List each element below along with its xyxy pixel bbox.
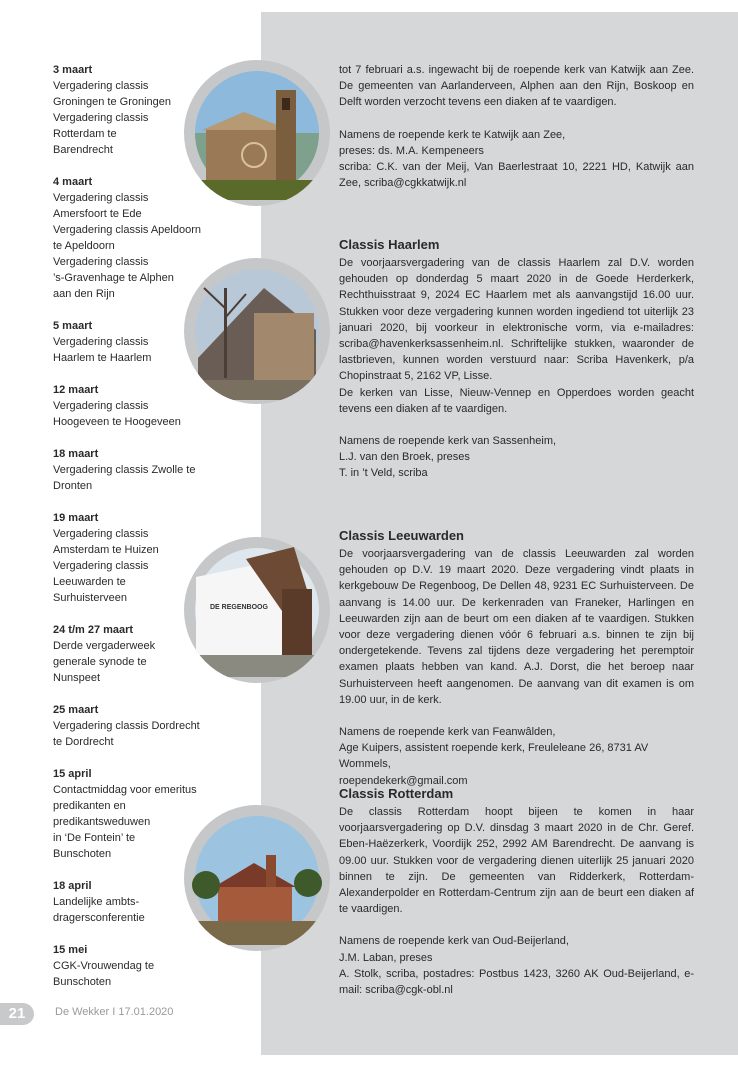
agenda-line: ’s-Gravenhage te Alphen bbox=[53, 272, 174, 284]
leeuwarden-section bbox=[339, 527, 694, 789]
church-photo-katwijk bbox=[184, 60, 330, 206]
agenda-line: dragersconferentie bbox=[53, 912, 145, 924]
page-footer bbox=[0, 1003, 300, 1025]
leeuwarden-email: roependekerk@gmail.com bbox=[339, 774, 468, 787]
agenda-date: 25 maart bbox=[53, 704, 99, 716]
agenda-line: Vergadering classis Zwolle te bbox=[53, 464, 196, 476]
agenda-line: Vergadering classis bbox=[53, 560, 149, 572]
agenda-line: Barendrecht bbox=[53, 144, 113, 156]
rotterdam-paragraph: De classis Rotterdam hoopt bijeen te komen in haar voorjaarsvergadering op D.V. dinsdag 3 maart 2020 in de Chr. Geref. Eben-Haëzerkerk, Voordijk 252, 2992 AM Barendrecht. De aanvang is 09.00 uur. Stukken voor de vergadering dienen uiterlijk 25 januari 2020 binnen te zijn. De gemeenten van Ridderkerk, Rotterdam-Alexanderpolder en Rotterdam-Centrum zijn aan de beurt een diaken af te vaardigen. bbox=[339, 806, 694, 916]
agenda-line: Contactmiddag voor emeritus bbox=[53, 784, 197, 796]
agenda-line: Rotterdam te bbox=[53, 128, 117, 140]
haarlem-scriba: T. in ’t Veld, scriba bbox=[339, 467, 428, 480]
agenda-date: 15 mei bbox=[53, 944, 88, 956]
agenda-line: Amsterdam te Huizen bbox=[53, 544, 159, 556]
agenda-date: 24 t/m 27 maart bbox=[53, 624, 134, 636]
rotterdam-heading: Classis Rotterdam bbox=[339, 786, 454, 801]
agenda-line: Hoogeveen te Hoogeveen bbox=[53, 416, 181, 428]
katwijk-paragraph: tot 7 februari a.s. ingewacht bij de roepende kerk van Katwijk aan Zee. De gemeenten van Aarlanderveen, Alphen aan den Rijn, Boskoop en Delft worden verzocht tevens een diaken af te vaardigen. bbox=[339, 64, 694, 109]
agenda-line: CGK-Vrouwendag te bbox=[53, 960, 155, 972]
leeuwarden-signature-line: Namens de roepende kerk van Feanwâlden, bbox=[339, 726, 556, 739]
publication-info: De Wekker I 17.01.2020 bbox=[55, 1006, 174, 1018]
agenda-date: 19 maart bbox=[53, 512, 99, 524]
agenda-line: predikanten en bbox=[53, 800, 126, 812]
agenda-date: 18 maart bbox=[53, 448, 99, 460]
katwijk-preses: preses: ds. M.A. Kempeneers bbox=[339, 144, 484, 157]
rotterdam-scriba: A. Stolk, scriba, postadres: Postbus 1423, 3260 AK Oud-Beijerland, e-mail: scriba@cgk-obl.nl bbox=[339, 967, 694, 997]
rotterdam-section bbox=[339, 785, 694, 998]
katwijk-section bbox=[339, 62, 694, 191]
agenda-line: Bunschoten bbox=[53, 976, 112, 988]
church-photo-surhuisterveen bbox=[184, 537, 330, 683]
agenda-line: aan den Rijn bbox=[53, 288, 115, 300]
agenda-item bbox=[53, 702, 213, 750]
haarlem-heading: Classis Haarlem bbox=[339, 237, 440, 252]
agenda-line: Vergadering classis Apeldoorn bbox=[53, 224, 201, 236]
katwijk-scriba: scriba: C.K. van der Meij, Van Baerlestraat 10, 2221 HD, Katwijk aan Zee, scriba@cgkkatwijk.nl bbox=[339, 161, 694, 190]
katwijk-signature-line: Namens de roepende kerk te Katwijk aan Zee, bbox=[339, 128, 566, 141]
agenda-line: Leeuwarden te bbox=[53, 576, 126, 588]
agenda-line: Dronten bbox=[53, 480, 93, 492]
agenda-line: Vergadering classis bbox=[53, 336, 149, 348]
leeuwarden-assistent: Age Kuipers, assistent roepende kerk, Freuleleane 26, 8731 AV Wommels, bbox=[339, 742, 649, 771]
agenda-line: predikantsweduwen bbox=[53, 816, 151, 828]
agenda-line: Groningen te Groningen bbox=[53, 96, 172, 108]
church-photo-haarlem bbox=[184, 258, 330, 404]
agenda-line: Vergadering classis bbox=[53, 80, 149, 92]
agenda-date: 18 april bbox=[53, 880, 92, 892]
haarlem-paragraph-1: De voorjaarsvergadering van de classis Haarlem zal D.V. worden gehouden op donderdag 5 maart 2020 in de Goede Herderkerk, Rechthuisstraat 9, 2024 EC Haarlem met als aanvangstijd 16.00 uur. Stukken voor deze vergadering kunnen worden ingediend tot uiterlijk 23 januari 2020, bij voorkeur in elektronische vorm, via e-mailadres: scriba@havenkerksassenheim.nl. Schriftelijke stukken, waaronder de lastbrieven, kunnen worden verstuurd naar: Scriba Havenkerk, p/a Chopinstraat 5, 2162 VP, Lisse. bbox=[339, 257, 694, 383]
leeuwarden-paragraph: De voorjaarsvergadering van de classis Leeuwarden zal worden gehouden op D.V. 19 maart 2020. Deze vergadering vindt plaats in kerkgebouw De Regenboog, De Dellen 48, 9231 EC Surhuisterveen. De aanvang is 14.00 uur. De kerkenraden van Franeker, Harlingen en Leeuwarden zijn aan de beurt om een diaken af te vaardigen. Stukken voor deze vergadering dienen vóór 6 februari a.s. binnen te zijn bij ondergetekende. Tevens zal tijdens deze vergadering het peremptoir examen plaats hebben van kand. A.J. Dorst, die het beroep naar Surhuisterveen heeft aangenomen. De aanvang van dit examen is om 19.00 uur, in de kerk. bbox=[339, 548, 694, 706]
agenda-line: Surhuisterveen bbox=[53, 592, 127, 604]
agenda-line: Landelijke ambts- bbox=[53, 896, 140, 908]
agenda-line: Vergadering classis bbox=[53, 528, 149, 540]
agenda-date: 3 maart bbox=[53, 64, 93, 76]
rotterdam-preses: J.M. Laban, preses bbox=[339, 951, 433, 964]
agenda-date: 4 maart bbox=[53, 176, 93, 188]
agenda-line: Vergadering classis bbox=[53, 112, 149, 124]
agenda-line: Derde vergaderweek bbox=[53, 640, 156, 652]
rotterdam-signature-line: Namens de roepende kerk van Oud-Beijerland, bbox=[339, 935, 569, 948]
agenda-date: 12 maart bbox=[53, 384, 99, 396]
agenda-line: Vergadering classis bbox=[53, 192, 149, 204]
agenda-line: generale synode te bbox=[53, 656, 147, 668]
agenda-line: Bunschoten bbox=[53, 848, 112, 860]
leeuwarden-heading: Classis Leeuwarden bbox=[339, 528, 464, 543]
regenboog-sign: DE REGENBOOG bbox=[210, 604, 268, 611]
haarlem-preses: L.J. van den Broek, preses bbox=[339, 451, 470, 464]
page-number: 21 bbox=[0, 1003, 34, 1025]
agenda-date: 15 april bbox=[53, 768, 92, 780]
haarlem-section bbox=[339, 236, 694, 482]
agenda-date: 5 maart bbox=[53, 320, 93, 332]
haarlem-paragraph-2: De kerken van Lisse, Nieuw-Vennep en Opperdoes worden geacht tevens een diaken af te vaardigen. bbox=[339, 386, 694, 415]
agenda-line: Nunspeet bbox=[53, 672, 101, 684]
agenda-item bbox=[53, 446, 213, 494]
agenda-line: in ‘De Fontein’ te bbox=[53, 832, 136, 844]
church-photo-barendrecht bbox=[184, 805, 330, 951]
agenda-line: te Dordrecht bbox=[53, 736, 114, 748]
haarlem-signature-line: Namens de roepende kerk van Sassenheim, bbox=[339, 435, 557, 448]
agenda-line: Haarlem te Haarlem bbox=[53, 352, 152, 364]
agenda-line: Amersfoort te Ede bbox=[53, 208, 142, 220]
agenda-line: Vergadering classis Dordrecht bbox=[53, 720, 200, 732]
agenda-line: Vergadering classis bbox=[53, 256, 149, 268]
agenda-line: Vergadering classis bbox=[53, 400, 149, 412]
agenda-line: te Apeldoorn bbox=[53, 240, 115, 252]
